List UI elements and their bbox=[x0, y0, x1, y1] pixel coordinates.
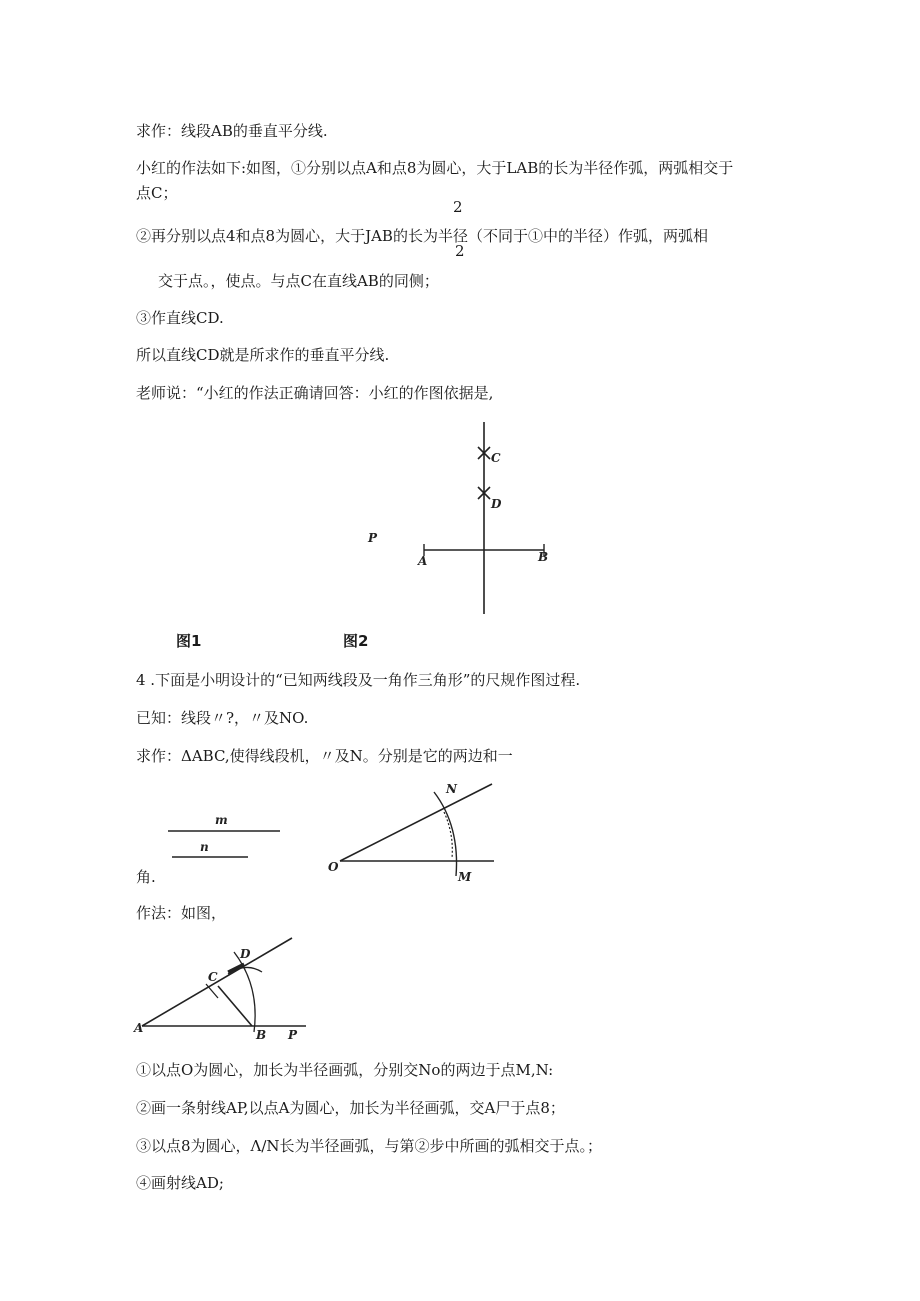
label-m-point: M bbox=[458, 870, 472, 884]
label-o-point: O bbox=[328, 860, 339, 874]
label-c: C bbox=[491, 451, 501, 465]
label-p-construct: P bbox=[288, 1028, 298, 1042]
label-a-construct: A bbox=[134, 1021, 144, 1035]
text-line-3: 点C； bbox=[136, 184, 178, 202]
label-n-point: N bbox=[446, 782, 457, 796]
label-m: m bbox=[215, 813, 228, 827]
text-line-14: ①以点O为圆心，加长为半径画弧，分别交No的两边于点M,N: bbox=[136, 1061, 554, 1079]
text-line-11: 求作：ΔABC,使得线段机，〃及N。分别是它的两边和一 bbox=[136, 747, 513, 765]
text-line-10: 已知：线段〃?，〃及NO. bbox=[136, 709, 309, 727]
label-a: A bbox=[418, 554, 428, 568]
stray-mark: P bbox=[368, 531, 378, 545]
text-line-6: ③作直线CD. bbox=[136, 309, 224, 327]
text-line-4: ②再分别以点4和点8为圆心，大于JAB的长为半径（不同于①中的半径）作弧，两弧相 bbox=[136, 227, 708, 245]
text-line-15: ②画一条射线AP,以点A为圆心，加长为半径画弧，交A尸于点8； bbox=[136, 1099, 565, 1117]
construction-figure bbox=[130, 934, 330, 1044]
label-b-construct: B bbox=[256, 1028, 267, 1042]
text-line-7: 所以直线CD就是所求作的垂直平分线. bbox=[136, 346, 390, 364]
text-line-8: 老师说：“小红的作法正确请回答：小红的作图依据是, bbox=[136, 384, 494, 402]
caption-fig1: 图1 bbox=[176, 632, 202, 650]
label-b: B bbox=[538, 550, 549, 564]
caption-fig2: 图2 bbox=[343, 632, 369, 650]
text-line-16: ③以点8为圆心，Λ∕N长为半径画弧，与第②步中所画的弧相交于点。； bbox=[136, 1137, 603, 1155]
given-segments-figure bbox=[160, 808, 290, 868]
label-n: n bbox=[200, 840, 209, 854]
fraction-denominator-2: 2 bbox=[455, 242, 465, 260]
text-line-1: 求作：线段AB的垂直平分线. bbox=[136, 122, 328, 140]
text-line-12: 角. bbox=[136, 868, 156, 886]
fraction-denominator-1: 2 bbox=[453, 198, 463, 216]
label-d-construct: D bbox=[240, 947, 251, 961]
text-line-5: 交于点。，使点。与点C在直线AB的同侧； bbox=[158, 272, 439, 290]
text-line-13: 作法：如图， bbox=[136, 904, 227, 922]
label-c-construct: C bbox=[208, 970, 218, 984]
given-angle-figure bbox=[320, 776, 510, 886]
text-line-2: 小红的作法如下:如图，①分别以点A和点8为圆心，大于LAB的长为半径作弧，两弧相交于 bbox=[136, 159, 734, 177]
text-line-9: 4 .下面是小明设计的“已知两线段及一角作三角形”的尺规作图过程. bbox=[136, 671, 581, 689]
perpendicular-bisector-figure bbox=[360, 418, 560, 618]
label-d: D bbox=[491, 497, 502, 511]
text-line-17: ④画射线AD; bbox=[136, 1174, 224, 1192]
